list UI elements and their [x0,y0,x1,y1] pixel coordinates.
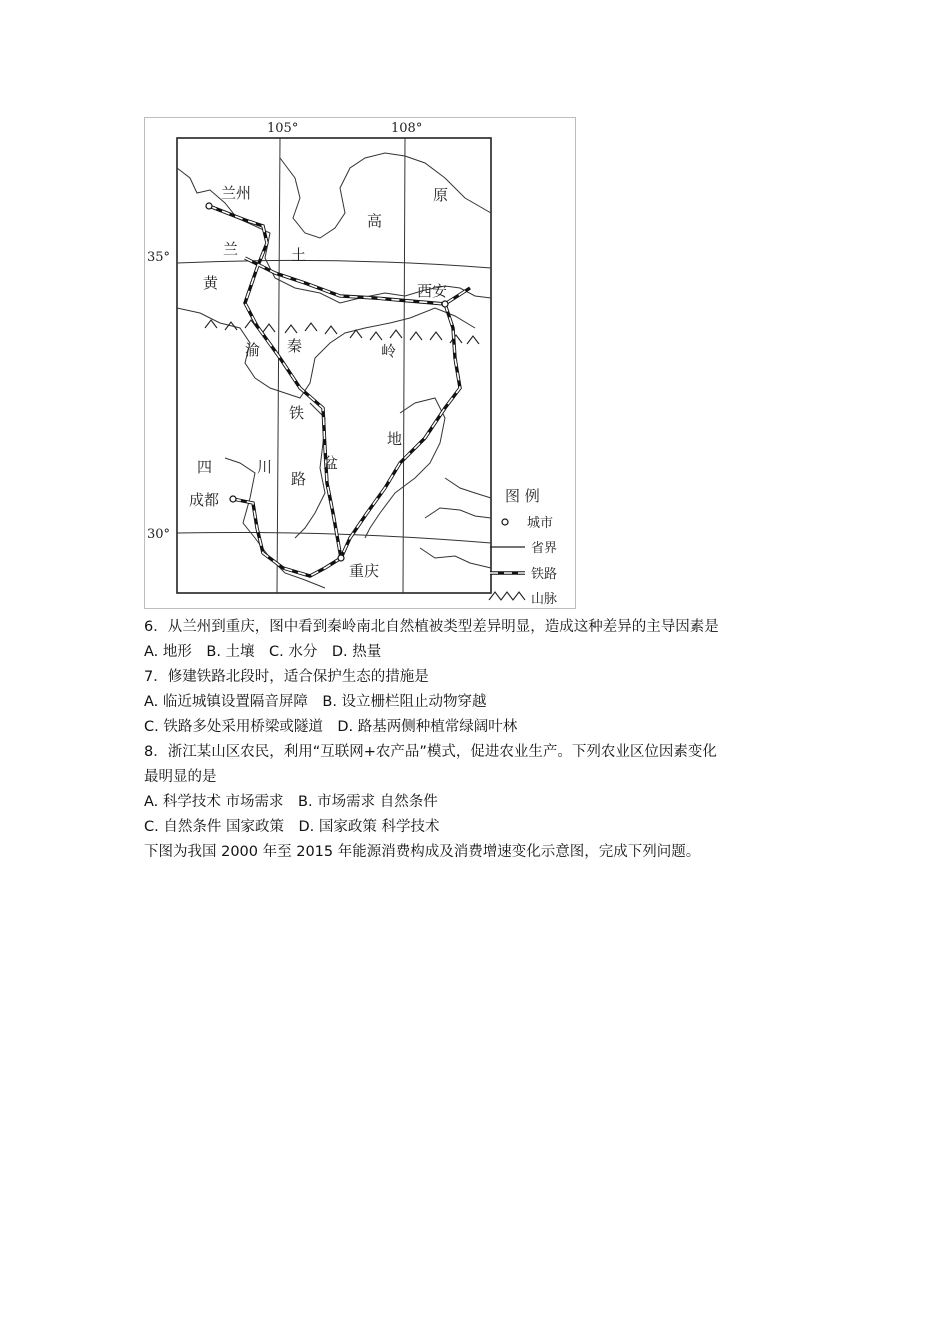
region-char: 铁 [289,404,305,422]
question-6-stem: 6．从兰州到重庆，图中看到秦岭南北自然植被类型差异明显，造成这种差异的主导因素是 [144,619,719,635]
question-7-stem: 7．修建铁路北段时，适合保护生态的措施是 [144,669,429,685]
region-char: 四 [197,458,213,476]
region-char: 秦 [287,337,303,355]
lat-label-30: 30° [147,527,171,542]
map-svg [145,118,577,610]
city-marker-chengdu [230,496,236,502]
region-char: 原 [433,186,449,204]
lat-label-35: 35° [147,250,171,265]
lon-line-105 [277,138,280,593]
region-char: 路 [291,470,307,488]
city-label-chongqing: 重庆 [349,562,380,580]
lon-label-108: 108° [391,121,423,136]
lon-line-108 [403,138,405,593]
next-section-intro: 下图为我国 2000 年至 2015 年能源消费构成及消费增速变化示意图，完成下列问题。 [144,844,701,860]
question-7-options-ab: A. 临近城镇设置隔音屏障 B. 设立栅栏阻止动物穿越 [144,694,487,710]
question-8-options-cd: C. 自然条件 国家政策 D. 国家政策 科学技术 [144,819,440,835]
legend-item-railway: 铁路 [531,567,558,582]
region-char: 盆 [323,454,339,472]
lon-label-105: 105° [267,121,299,136]
region-char: 黄 [203,274,219,292]
city-marker-chongqing [338,555,344,561]
city-marker-xian [442,301,448,307]
legend-item-city: 城市 [527,516,554,531]
city-label-lanzhou: 兰州 [221,184,252,202]
region-char: 土 [291,246,307,264]
question-8-stem-cont: 最明显的是 [144,769,217,785]
question-6-options: A. 地形 B. 土壤 C. 水分 D. 热量 [144,644,382,660]
question-8-stem: 8．浙江某山区农民，利用“互联网+农产品”模式，促进农业生产。下列农业区位因素变化 [144,744,717,760]
region-char: 高 [367,212,383,230]
city-label-xian: 西安 [417,282,448,300]
railways [209,206,470,576]
city-label-chengdu: 成都 [189,491,220,509]
legend-item-mountain: 山脉 [531,592,558,607]
legend [489,487,557,607]
region-char: 渝 [245,341,261,359]
region-char: 兰 [223,240,239,258]
legend-city-icon [502,519,508,525]
railway-inner [209,206,470,576]
region-char: 地 [387,430,403,448]
legend-title: 图 例 [505,487,540,505]
lat-line-30 [177,532,491,543]
railway-casing [209,206,470,576]
lat-line-35 [177,260,491,268]
city-marker-lanzhou [206,203,212,209]
railway-map-figure [144,117,576,609]
question-7-options-cd: C. 铁路多处采用桥梁或隧道 D. 路基两侧种植常绿阔叶林 [144,719,518,735]
legend-mountain-icon [489,592,525,600]
region-char: 岭 [381,342,397,360]
question-8-options-ab: A. 科学技术 市场需求 B. 市场需求 自然条件 [144,794,438,810]
region-char: 川 [257,458,273,476]
legend-item-boundary: 省界 [531,541,558,556]
